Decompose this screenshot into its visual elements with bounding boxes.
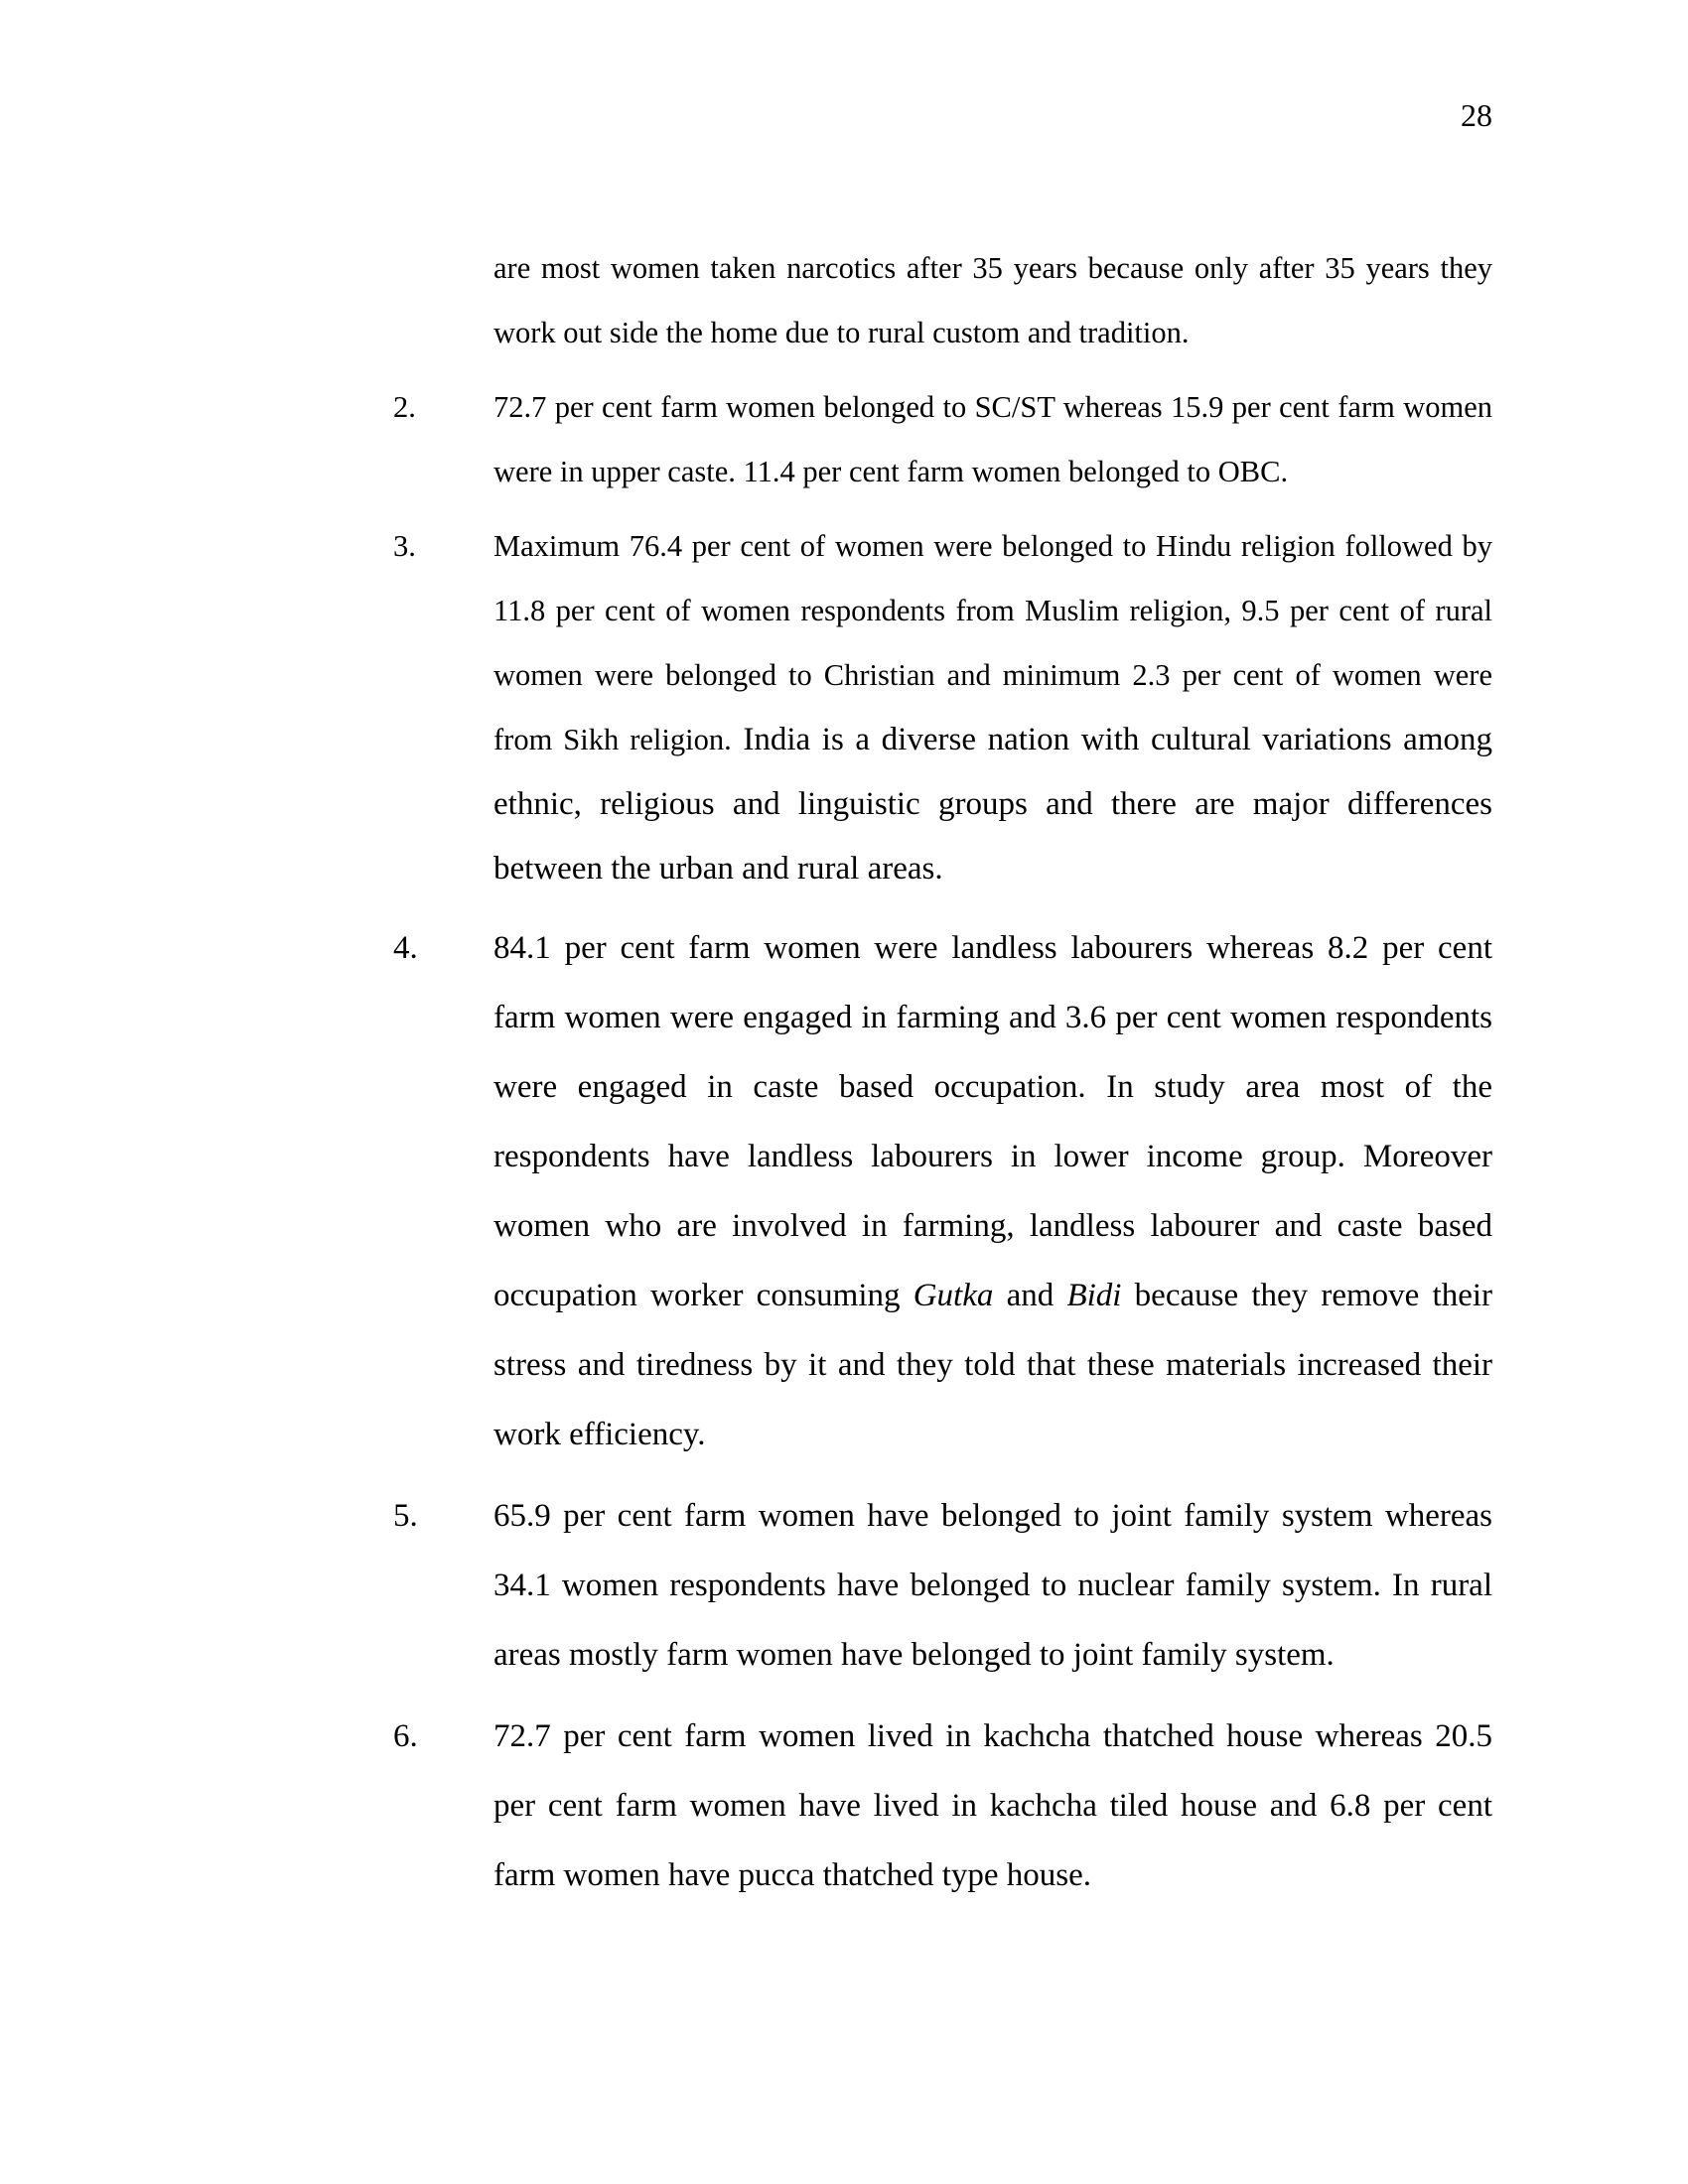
item-text: 72.7 per cent farm women lived in kachcha thatched house whereas 20.5 per cent farm women have lived in kachcha tiled house and 6.8 per cent farm women have pucca thatched type house. — [493, 1718, 1492, 1893]
item-number: 5. — [393, 1498, 418, 1534]
findings-list — [393, 236, 1492, 1910]
item-number: 3. — [393, 529, 416, 563]
list-item-6 — [393, 1702, 1492, 1910]
list-item-5 — [393, 1481, 1492, 1690]
item-emphasis-bidi: Bidi — [1066, 1278, 1122, 1313]
page-number: 28 — [1461, 97, 1492, 133]
item-text-part-c: because they remove their stress and tiredness by it and they told that these materials increased their work efficiency. — [493, 1278, 1493, 1452]
item-text-part-a: 84.1 per cent farm women were landless labourers whereas 8.2 per cent farm women were engaged in farming and 3.6 per cent women respondents were engaged in caste based occupation. In study area most of the respondents have landless labourers in lower income group. Moreover women who are involved in farming, landless labourer and caste based occupation worker consuming — [493, 930, 1492, 1313]
item-number: 2. — [393, 390, 416, 424]
list-item-4 — [393, 913, 1492, 1469]
item-text-part-b: India is a diverse nation with cultural variations among ethnic, religious and linguistic groups and there are major differences between the urban and rural areas. — [493, 722, 1492, 887]
item-text: 65.9 per cent farm women have belonged to joint family system whereas 34.1 women respondents have belonged to nuclear family system. In rural areas mostly farm women have belonged to joint family system. — [493, 1498, 1492, 1673]
item-number: 4. — [393, 930, 418, 966]
item-text-part-a: Maximum 76.4 per cent of women were belonged to Hindu religion followed by 11.8 per cent of women respondents from Muslim religion, 9.5 per cent of rural women were belonged to Christian and minimum 2.3 per cent of women were from Sikh religion. — [493, 529, 1492, 756]
item-text: 72.7 per cent farm women belonged to SC/ST whereas 15.9 per cent farm women were in upper caste. 11.4 per cent farm women belonged to OBC. — [493, 390, 1492, 488]
list-item-1-continuation — [393, 236, 1492, 365]
item-text-part-b: and — [993, 1278, 1067, 1313]
item-emphasis-gutka: Gutka — [913, 1278, 994, 1313]
list-item-3 — [393, 514, 1492, 901]
item-number: 6. — [393, 1718, 418, 1754]
item-text: are most women taken narcotics after 35 years because only after 35 years they work out side the home due to rural custom and tradition. — [493, 251, 1492, 349]
list-item-2 — [393, 375, 1492, 504]
